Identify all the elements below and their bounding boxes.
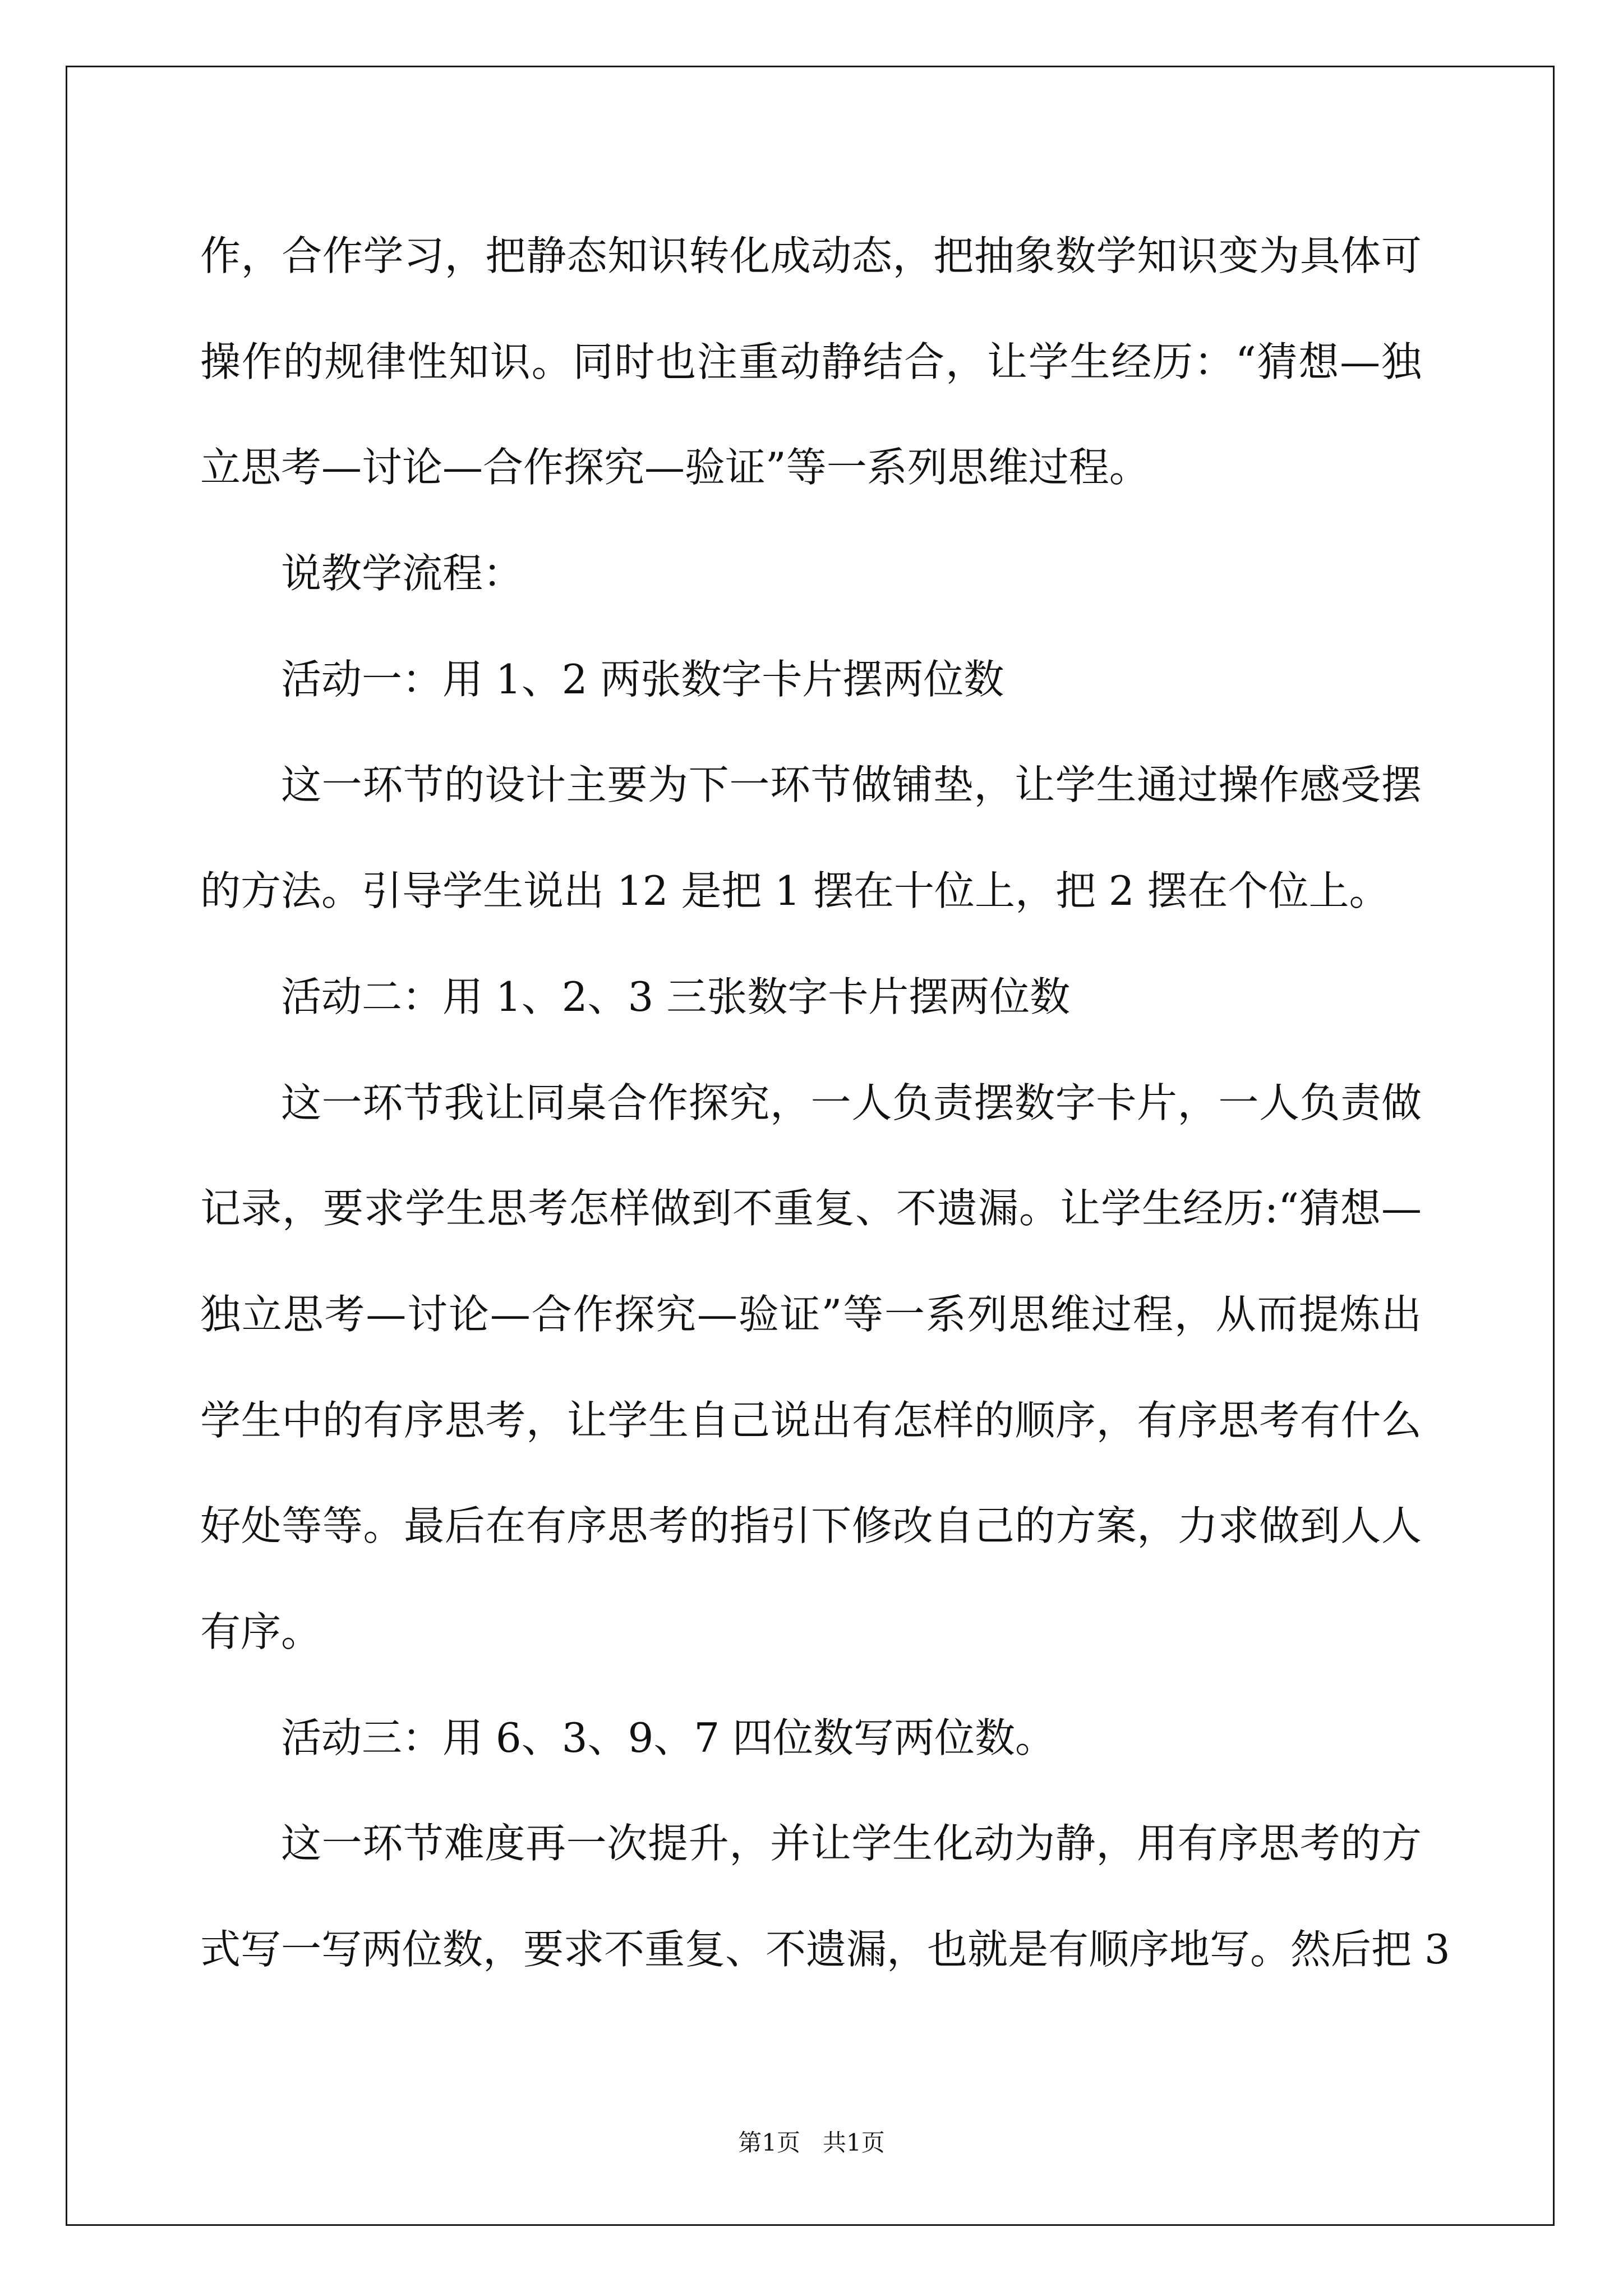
body-line: 的方法。引导学生说出 12 是把 1 摆在十位上，把 2 摆在个位上。	[200, 867, 1390, 915]
section-heading: 说教学流程：	[281, 550, 524, 597]
body-line: 学生中的有序思考，让学生自己说出有怎样的顺序，有序思考有什么	[200, 1396, 1422, 1444]
document-body	[200, 203, 1450, 2003]
body-line: 立思考—讨论—合作探究—验证”等一系列思维过程。	[200, 444, 1150, 491]
body-line: 独立思考—讨论—合作探究—验证”等一系列思维过程，从而提炼出	[200, 1290, 1422, 1338]
body-line: 这一环节的设计主要为下一环节做铺垫，让学生通过操作感受摆	[281, 761, 1422, 809]
body-line: 式写一写两位数，要求不重复、不遗漏，也就是有顺序地写。然后把 3	[200, 1926, 1450, 1973]
body-line: 有序。	[200, 1608, 322, 1655]
activity-heading: 活动一：用 1、2 两张数字卡片摆两位数	[281, 655, 1004, 703]
page-number-footer: 第1页 共1页	[738, 2129, 885, 2156]
body-line: 这一环节我让同桌合作探究，一人负责摆数字卡片，一人负责做	[281, 1079, 1422, 1126]
body-line: 作，合作学习，把静态知识转化成动态，把抽象数学知识变为具体可	[200, 232, 1422, 279]
body-line: 记录，要求学生思考怎样做到不重复、不遗漏。让学生经历:“猜想—	[200, 1185, 1422, 1232]
activity-heading: 活动二：用 1、2、3 三张数字卡片摆两位数	[281, 973, 1071, 1020]
body-line: 操作的规律性知识。同时也注重动静结合，让学生经历：“猜想—独	[200, 338, 1422, 385]
body-line: 这一环节难度再一次提升，并让学生化动为静，用有序思考的方	[281, 1820, 1422, 1867]
body-line: 好处等等。最后在有序思考的指引下修改自己的方案，力求做到人人	[200, 1502, 1422, 1550]
activity-heading: 活动三：用 6、3、9、7 四位数写两位数。	[281, 1714, 1056, 1761]
